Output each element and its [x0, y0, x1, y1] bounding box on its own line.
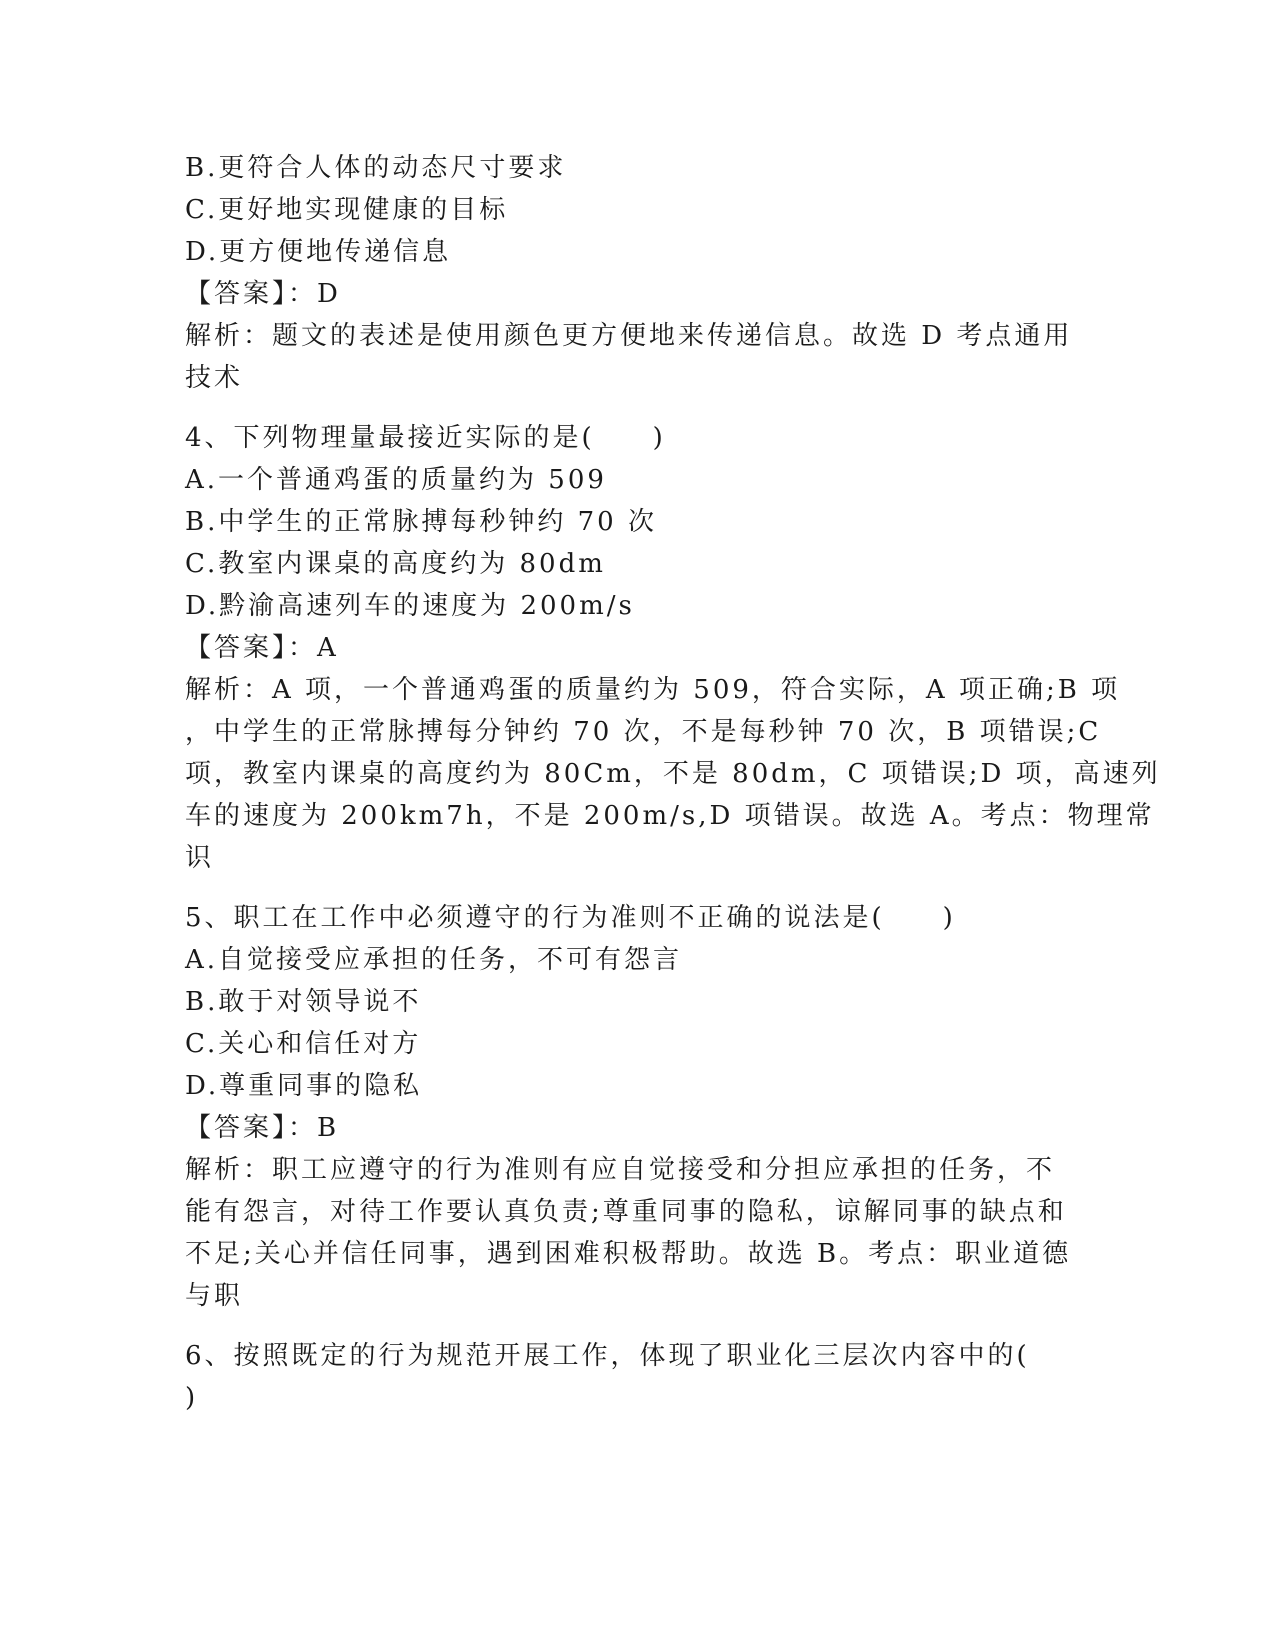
question-5 — [185, 897, 1085, 1317]
question-4 — [185, 417, 1161, 879]
question-6 — [185, 1335, 1085, 1419]
option-c: C.更好地实现健康的目标 — [185, 195, 509, 225]
option-a: A.一个普通鸡蛋的质量约为 509 — [185, 465, 607, 495]
option-b: B.敢于对领导说不 — [185, 987, 422, 1017]
option-d: D.尊重同事的隐私 — [185, 1071, 423, 1101]
analysis-line: ，中学生的正常脉搏每分钟约 70 次，不是每秒钟 70 次，B 项错误;C — [185, 717, 1102, 747]
answer: 【答案】：B — [185, 1113, 340, 1143]
analysis-line: 不足;关心并信任同事，遇到困难积极帮助。故选 B。考点：职业道德 — [185, 1239, 1072, 1269]
analysis-line: 能有怨言，对待工作要认真负责;尊重同事的隐私，谅解同事的缺点和 — [185, 1197, 1067, 1227]
option-b: B.更符合人体的动态尺寸要求 — [185, 153, 567, 183]
question-text: 6、按照既定的行为规范开展工作，体现了职业化三层次内容中的( — [185, 1341, 1030, 1371]
option-d: D.黔渝高速列车的速度为 200m/s — [185, 591, 635, 621]
question-3-tail — [185, 147, 1085, 399]
option-a: A.自觉接受应承担的任务，不可有怨言 — [185, 945, 683, 975]
answer: 【答案】：A — [185, 633, 339, 663]
option-c: C.关心和信任对方 — [185, 1029, 422, 1059]
answer: 【答案】：D — [185, 279, 341, 309]
analysis-line: 解析：职工应遵守的行为准则有应自觉接受和分担应承担的任务，不 — [185, 1155, 1056, 1185]
analysis-line: 项，教室内课桌的高度约为 80Cm，不是 80dm，C 项错误;D 项，高速列 — [185, 759, 1161, 789]
analysis-line: 识 — [185, 843, 215, 873]
analysis-line: 解析：A 项，一个普通鸡蛋的质量约为 509，符合实际，A 项正确;B 项 — [185, 675, 1121, 705]
analysis-line: 与职 — [185, 1281, 244, 1311]
document-page — [185, 147, 1161, 1419]
analysis-line: 解析：题文的表述是使用颜色更方便地来传递信息。故选 D 考点通用 — [185, 321, 1073, 351]
analysis-line: 技术 — [185, 363, 244, 393]
question-text: 5、职工在工作中必须遵守的行为准则不正确的说法是( ) — [185, 903, 956, 933]
option-b: B.中学生的正常脉搏每秒钟约 70 次 — [185, 507, 657, 537]
question-text: 4、下列物理量最接近实际的是( ) — [185, 423, 666, 453]
question-text-continued: ) — [185, 1383, 199, 1413]
option-d: D.更方便地传递信息 — [185, 237, 452, 267]
analysis-line: 车的速度为 200km7h，不是 200m/s,D 项错误。故选 A。考点：物理常 — [185, 801, 1155, 831]
option-c: C.教室内课桌的高度约为 80dm — [185, 549, 606, 579]
